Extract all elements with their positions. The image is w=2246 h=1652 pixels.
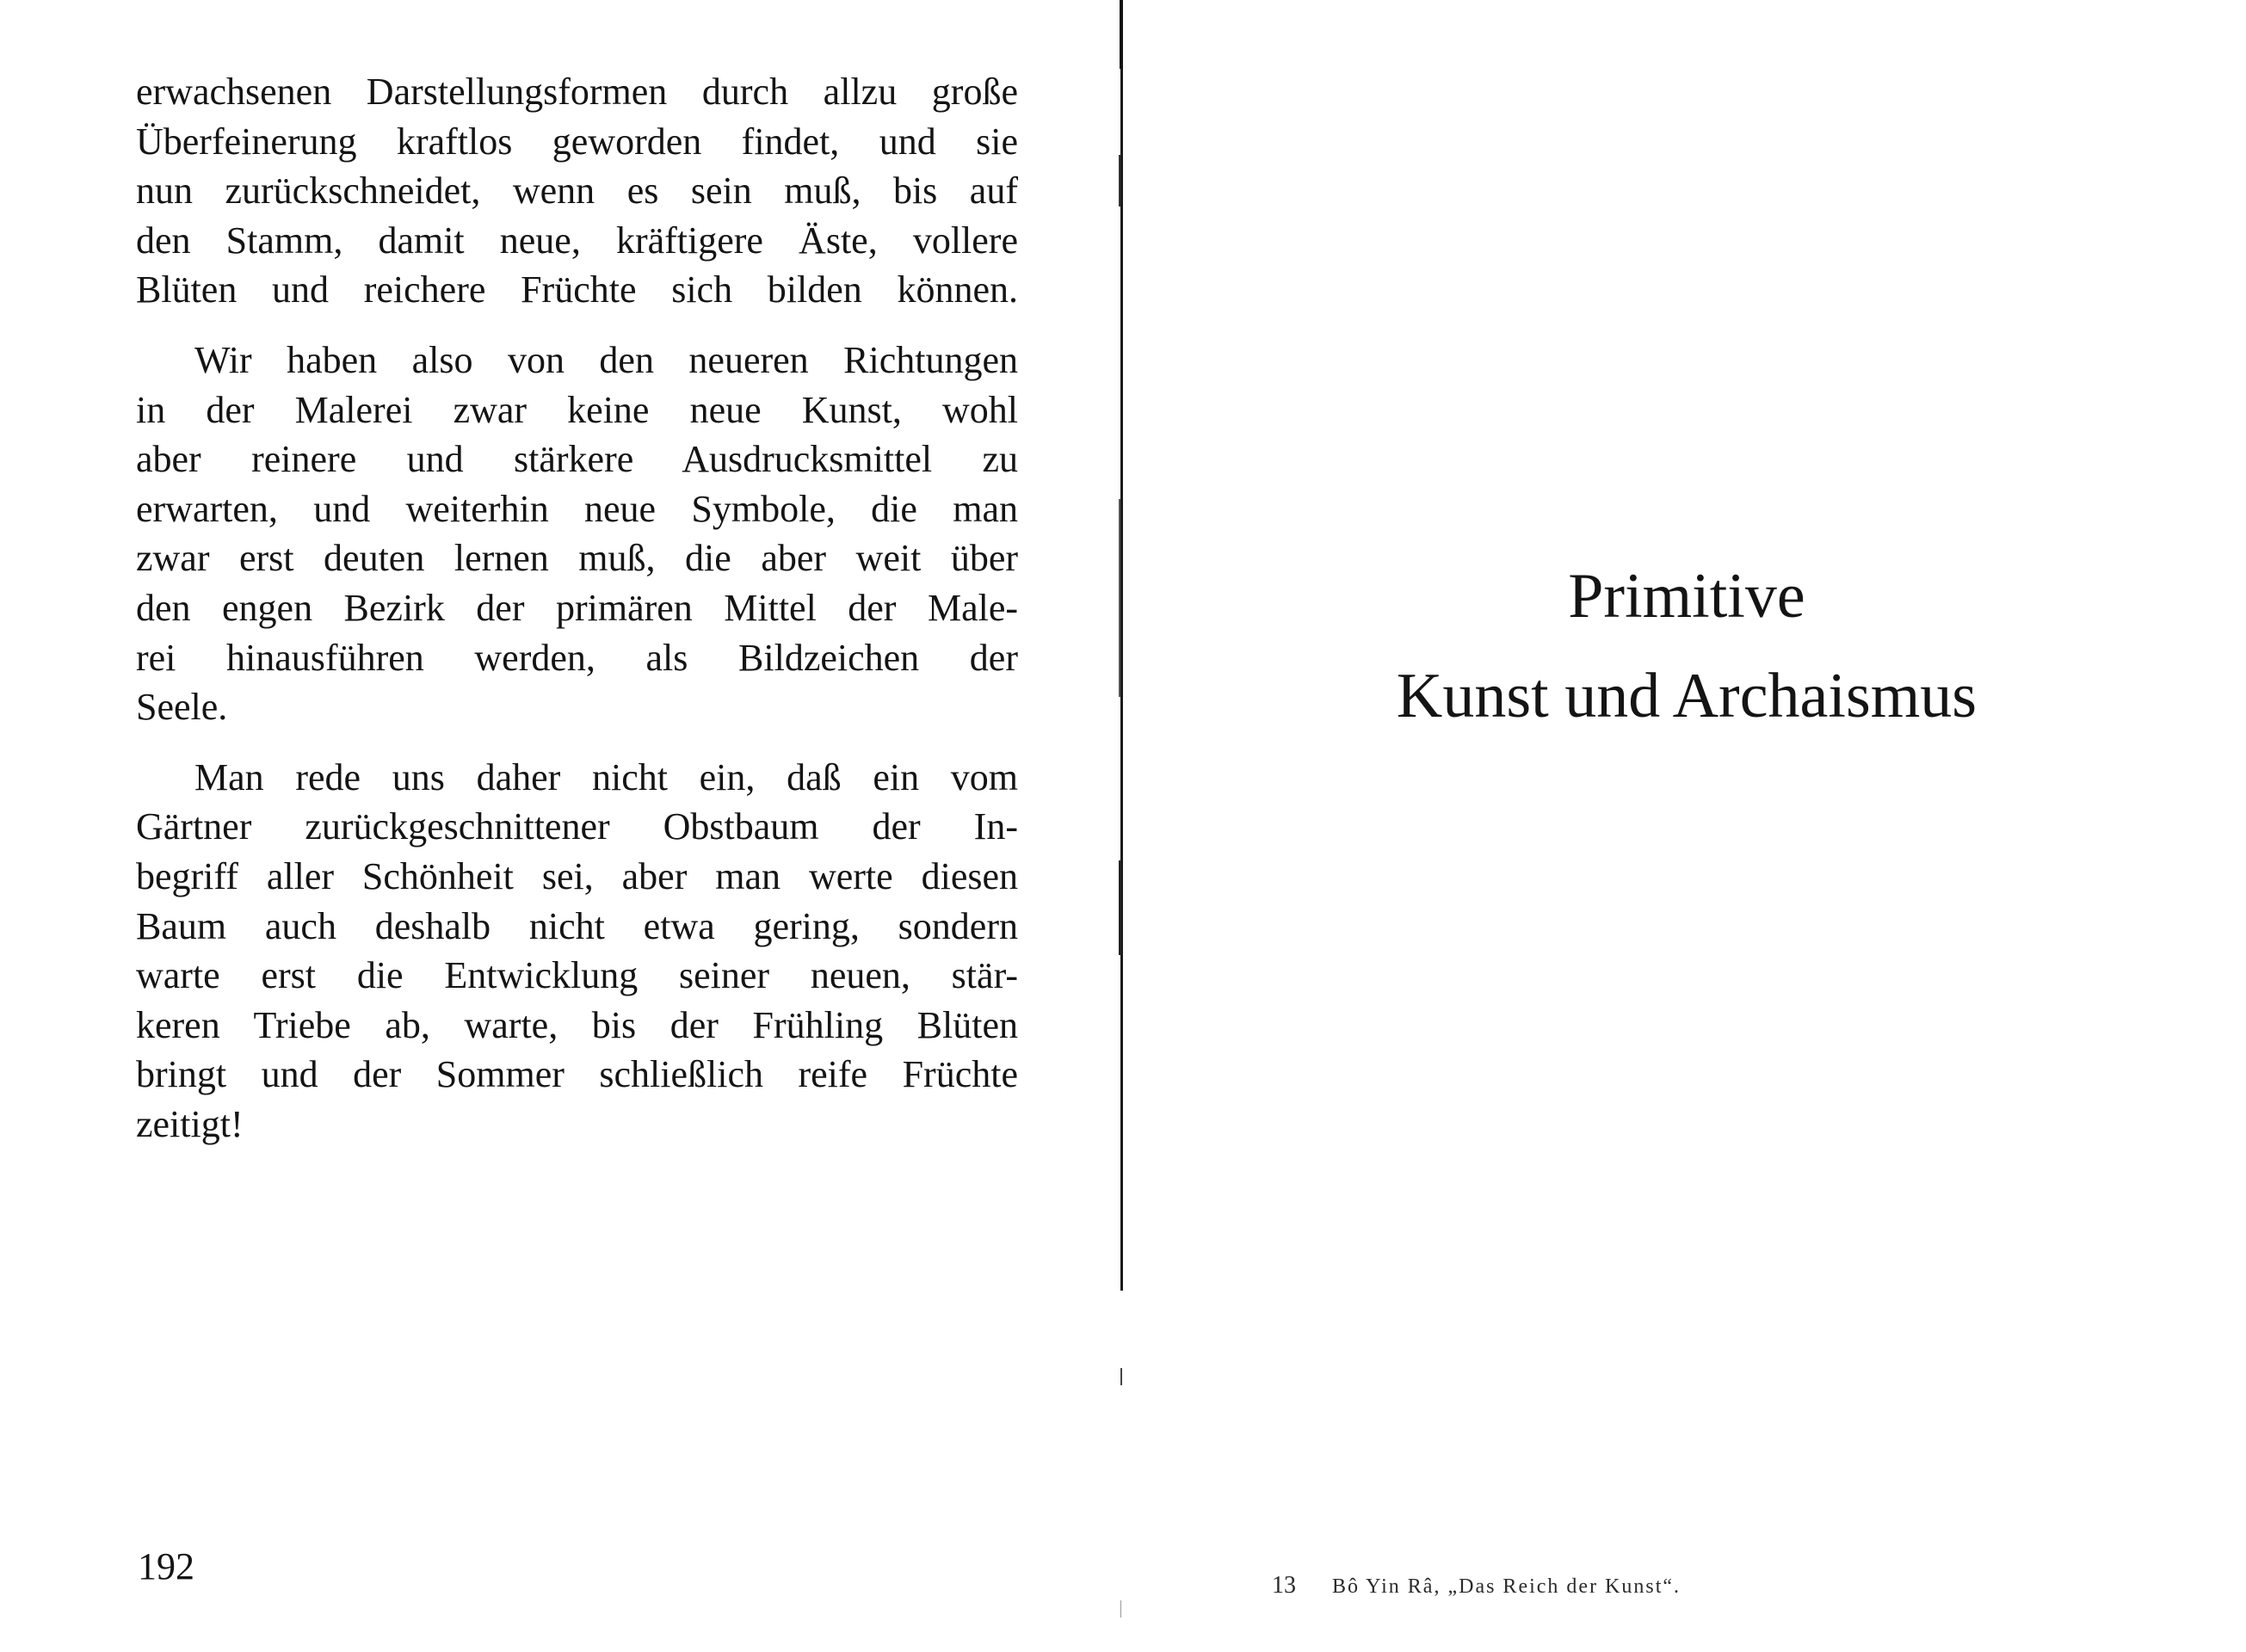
text-line: erwarten, und weiterhin neue Symbole, die man — [136, 487, 1018, 530]
text-line: rei hinausführen werden, als Bildzeichen der — [136, 636, 1018, 679]
left-page — [0, 0, 1119, 1652]
text-line: den engen Bezirk der primären Mittel der Male- — [136, 586, 1018, 629]
text-line: Baum auch deshalb nicht etwa gering, sondern — [136, 904, 1018, 947]
text-line: in der Malerei zwar keine neue Kunst, wohl — [136, 388, 1018, 431]
page-number: 192 — [138, 1545, 194, 1587]
signature-number: 13 — [1272, 1572, 1296, 1599]
paragraph-gap — [136, 315, 1018, 336]
chapter-title-line-1: Primitive — [1568, 561, 1805, 632]
signature-line — [1272, 1573, 1681, 1600]
text-line: Gärtner zurückgeschnittener Obstbaum der In- — [136, 805, 1018, 848]
chapter-heading — [1127, 546, 2246, 746]
chapter-title-line-2: Kunst und Archaismus — [1396, 661, 1978, 731]
text-line: warte erst die Entwicklung seiner neuen, stär- — [136, 954, 1018, 997]
text-line: zeitigt! — [136, 1102, 244, 1145]
text-line: Blüten und reichere Früchte sich bilden können. — [136, 268, 1018, 311]
text-line: den Stamm, damit neue, kräftigere Äste, vollere — [136, 219, 1018, 262]
text-line: zwar erst deuten lernen muß, die aber weit über — [136, 537, 1018, 580]
text-line: Überfeinerung kraftlos geworden findet, und sie — [136, 120, 1018, 163]
right-page — [1127, 0, 2246, 1652]
text-line: nun zurückschneidet, wenn es sein muß, bis auf — [136, 170, 1018, 213]
book-gutter — [1116, 0, 1128, 1652]
gutter-shadow — [1116, 0, 1128, 1652]
signature-text: Bô Yin Râ, „Das Reich der Kunst“. — [1332, 1575, 1681, 1598]
text-line: bringt und der Sommer schließlich reife Früchte — [136, 1053, 1018, 1096]
paragraph-gap — [136, 732, 1018, 753]
text-line: erwachsenen Darstellungsformen durch allzu große — [136, 71, 1018, 113]
text-line: Seele. — [136, 686, 228, 729]
text-line: Man rede uns daher nicht ein, daß ein vom — [194, 755, 1018, 798]
text-line: begriff aller Schönheit sei, aber man werte diesen — [136, 854, 1018, 897]
body-text — [136, 67, 1018, 1149]
text-line: aber reinere und stärkere Ausdrucksmittel zu — [136, 438, 1018, 481]
text-line: keren Triebe ab, warte, bis der Frühling Blüten — [136, 1003, 1018, 1046]
text-line: Wir haben also von den neueren Richtungen — [194, 338, 1018, 381]
